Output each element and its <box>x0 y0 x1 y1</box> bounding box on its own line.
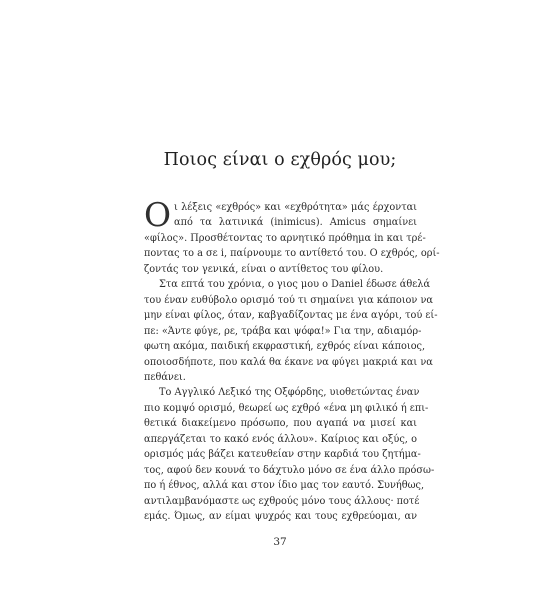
text-line: ζοντάς τον γενικά, είναι ο αντίθετος του φίλου. <box>144 263 384 275</box>
paragraph-1 <box>144 195 440 277</box>
text-line: τος, αφού δεν κουνά το δάχτυλο μόνο σε ένα άλλο πρόσω- <box>144 464 435 476</box>
text-line: οποιοσδήποτε, που καλά θα έκανε να φύγει μακριά και να <box>144 356 433 368</box>
text-line: πο ή έθνος, αλλά και στον ίδιο μας τον εαυτό. Συνήθως, <box>144 480 425 492</box>
text-line: του έναν ευθύβολο ορισμό τού τι σημαίνει για κάποιον να <box>144 294 433 306</box>
text-line: ποντας το a σε i, παίρνουμε το αντίθετό του. Ο εχθρός, ορί- <box>144 248 440 260</box>
text-line: πε: «Άντε φύγε, ρε, τράβα και ψόφα!» Για την, αδιαμόρ- <box>144 325 422 337</box>
text-line: πιο κομψό ορισμό, θεωρεί ως εχθρό «ένα μη φιλικό ή επι- <box>144 402 429 414</box>
text-line: εμάς. Όμως, αν είμαι ψυχρός και τους εχθρεύομαι, αν <box>144 511 417 523</box>
text-line: Στα επτά του χρόνια, ο γιος μου ο Daniel έδωσε άθελά <box>159 279 431 291</box>
text-line: «φίλος». Προσθέτοντας το αρνητικό πρόθημα in και τρέ- <box>144 232 426 244</box>
drop-cap: Ο <box>144 195 172 234</box>
text-line: Το Αγγλικό Λεξικό της Οξφόρδης, υιοθετώντας έναν <box>159 387 420 399</box>
body-text <box>144 195 440 525</box>
text-line: φωτη ακόμα, παιδική εκφραστική, εχθρός είναι κάποιος, <box>144 341 426 353</box>
chapter-title: Ποιος είναι ο εχθρός μου; <box>163 150 397 170</box>
paragraph-3 <box>144 385 435 524</box>
paragraph-2 <box>144 277 438 385</box>
text-line: από τα λατινικά (inimicus). Amicus σημαίνει <box>174 217 417 229</box>
text-line: μην είναι φίλος, όταν, καβγαδίζοντας με ένα αγόρι, τού εί- <box>144 310 438 322</box>
text-line: ορισμός μάς βάζει κατευθείαν στην καρδιά του ζητήμα- <box>144 449 421 461</box>
page-number: 37 <box>273 536 287 548</box>
text-line: ι λέξεις «εχθρός» και «εχθρότητα» μάς έρχονται <box>174 202 417 213</box>
text-line: πεθάνει. <box>144 371 186 383</box>
text-line: απεργάζεται το κακό ενός άλλου». Καίριος και οξύς, ο <box>144 433 417 445</box>
text-line: αντιλαμβανόμαστε ως εχθρούς μόνο τους άλλους· ποτέ <box>144 495 420 507</box>
text-line: θετικά διακείμενο πρόσωπο, που αγαπά να μισεί και <box>144 418 417 430</box>
